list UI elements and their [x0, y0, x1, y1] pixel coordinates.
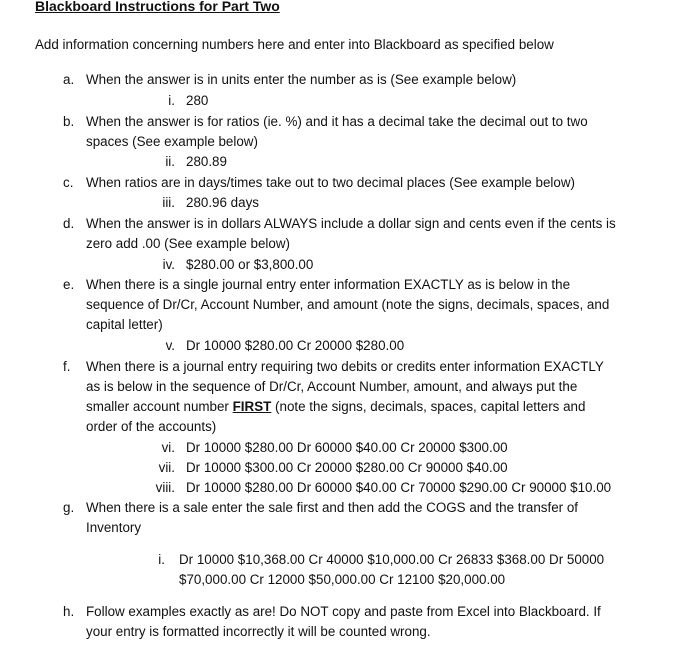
example-vi-text: Dr 10000 $280.00 Dr 60000 $40.00 Cr 20000 $300.00	[186, 440, 508, 455]
item-f-text-line1: When there is a journal entry requiring two debits or credits enter information EXACTLY	[86, 359, 604, 374]
item-h-text-line1: Follow examples exactly as are! Do NOT copy and paste from Excel into Blackboard. If	[86, 604, 601, 619]
first-emphasis: FIRST	[232, 399, 272, 414]
example-v-text: Dr 10000 $280.00 Cr 20000 $280.00	[186, 338, 405, 353]
item-a-text: When the answer is in units enter the number as is (See example below)	[86, 72, 517, 87]
example-iii-text: 280.96 days	[186, 195, 259, 210]
item-g-text-line1: When there is a sale enter the sale first and then add the COGS and the transfer of	[86, 500, 579, 515]
example-viii-text: Dr 10000 $280.00 Dr 60000 $40.00 Cr 70000 $290.00 Cr 90000 $10.00	[186, 480, 612, 495]
item-f-line3-after: (note the signs, decimals, spaces, capital letters and	[271, 399, 586, 414]
item-f-label: f.	[63, 359, 71, 374]
example-iv-text: $280.00 or $3,800.00	[186, 257, 314, 272]
item-d-label: d.	[63, 216, 75, 231]
item-c-text: When ratios are in days/times take out to two decimal places (See example below)	[86, 175, 575, 190]
item-f-line3-before: smaller account number	[86, 399, 233, 414]
item-f-text-line3	[86, 397, 585, 417]
item-h-label: h.	[63, 604, 75, 619]
example-vii-text: Dr 10000 $300.00 Cr 20000 $280.00 Cr 90000 $40.00	[186, 460, 508, 475]
item-b-label: b.	[63, 114, 75, 129]
example-ii-text: 280.89	[186, 154, 227, 169]
example-iv-number: iv.	[162, 257, 175, 272]
example-v-number: v.	[165, 338, 175, 353]
page-title: Blackboard Instructions for Part Two	[35, 0, 280, 14]
item-e-text-line1: When there is a single journal entry enter information EXACTLY as is below in the	[86, 277, 571, 292]
example-ii-number: ii.	[165, 154, 175, 169]
item-e-label: e.	[63, 277, 75, 292]
item-b-text-line2: spaces (See example below)	[86, 134, 258, 149]
item-b-text-line1: When the answer is for ratios (ie. %) and it has a decimal take the decimal out to two	[86, 114, 588, 129]
item-e-text-line2: sequence of Dr/Cr, Account Number, and amount (note the signs, decimals, spaces, and	[86, 297, 610, 312]
item-f-text-line4: order of the accounts)	[86, 419, 217, 434]
intro-text: Add information concerning numbers here and enter into Blackboard as specified below	[35, 37, 554, 52]
example-g-i-text-line1: Dr 10000 $10,368.00 Cr 40000 $10,000.00 Cr 26833 $368.00 Dr 50000	[179, 552, 605, 567]
example-g-i-text-line2: $70,000.00 Cr 12000 $50,000.00 Cr 12100 $20,000.00	[179, 572, 506, 587]
example-iii-number: iii.	[162, 195, 175, 210]
example-vii-number: vii.	[158, 460, 175, 475]
item-c-label: c.	[63, 175, 74, 190]
item-h-text-line2: your entry is formatted incorrectly it will be counted wrong.	[86, 624, 431, 639]
example-vi-number: vi.	[161, 440, 175, 455]
example-i-number: i.	[168, 93, 175, 108]
item-f-text-line2: as is below in the sequence of Dr/Cr, Account Number, amount, and always put the	[86, 379, 578, 394]
item-g-text-line2: Inventory	[86, 520, 142, 535]
example-viii-number: viii.	[155, 480, 175, 495]
item-d-text-line1: When the answer is in dollars ALWAYS include a dollar sign and cents even if the cents is	[86, 216, 616, 231]
item-e-text-line3: capital letter)	[86, 317, 163, 332]
example-i-text: 280	[186, 93, 209, 108]
example-g-i-number: i.	[158, 552, 165, 567]
item-a-label: a.	[63, 72, 75, 87]
item-d-text-line2: zero add .00 (See example below)	[86, 236, 290, 251]
item-g-label: g.	[63, 500, 75, 515]
